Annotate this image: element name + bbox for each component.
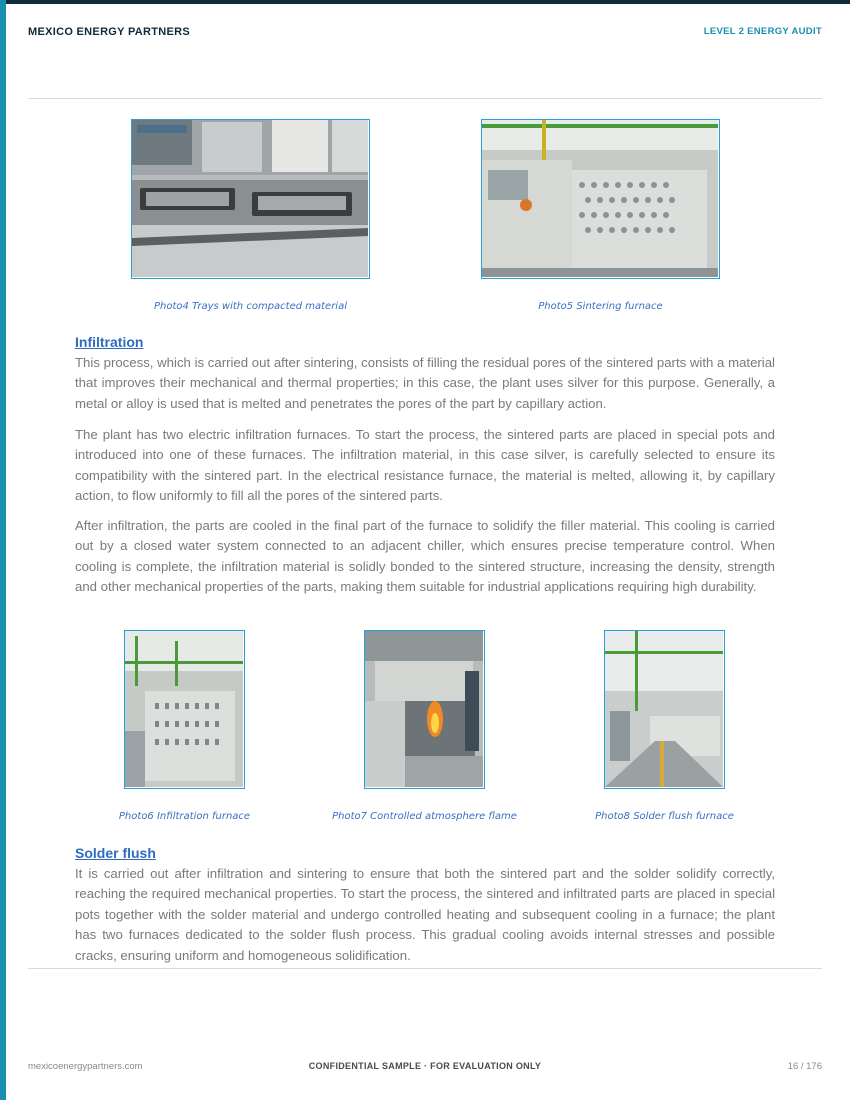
solder-flush-paragraph-1: It is carried out after infiltration and sintering to ensure that both the sintered part and the solder solidify correctly, reaching the required mechanical properties. To start the process, the sintered and infiltrated parts are placed in special pots together with the solder material and undergo controlled heating and subsequent cooling in a furnace; the plant has two furnaces dedicated to the solder flush process. This gradual cooling avoids internal stresses and possible cracks, ensuring uniform and homogeneous solidification. (75, 866, 775, 963)
photo-controlled-atmosphere-flame (364, 630, 485, 789)
header-report-title: LEVEL 2 ENERGY AUDIT (703, 26, 822, 37)
footer-confidential-notice: CONFIDENTIAL SAMPLE · FOR EVALUATION ONLY (308, 1061, 542, 1071)
footer-website: mexicoenergypartners.com (28, 1061, 143, 1072)
caption-photo8: Photo8 Solder flush furnace (595, 811, 734, 822)
header-company: MEXICO ENERGY PARTNERS (28, 26, 191, 38)
top-accent-bar (0, 0, 850, 4)
caption-photo6: Photo6 Infiltration furnace (118, 811, 251, 822)
photo-solder-flush-furnace (604, 630, 725, 789)
infiltration-heading: Infiltration (75, 334, 144, 350)
photo-trays-compacted-material (131, 119, 370, 279)
header-divider (28, 98, 822, 99)
photo-sintering-furnace (481, 119, 720, 279)
footer-page-number: 16 / 176 (787, 1061, 822, 1072)
footer-divider (28, 968, 822, 969)
caption-photo5: Photo5 Sintering furnace (538, 301, 663, 312)
infiltration-paragraph-3: After infiltration, the parts are cooled in the final part of the furnace to solidify the filler material. This cooling is carried out by a closed water system connected to an adjacent chiller, which ensures precise temperature control. When cooling is complete, the infiltration material is solidly bonded to the sintered structure, increasing the density, strength and other mechanical properties of the parts, making them suitable for industrial applications requiring high durability. (75, 518, 775, 595)
caption-photo4: Photo4 Trays with compacted material (153, 301, 347, 312)
infiltration-paragraph-1: This process, which is carried out after sintering, consists of filling the residual pores of the sintered parts with a material that improves their mechanical and thermal properties; in this case, the plant uses silver for this purpose. Generally, a metal or alloy is used that is melted and penetrates the pores of the part by capillary action. (75, 355, 775, 411)
photo-infiltration-furnace (124, 630, 245, 789)
caption-photo7: Photo7 Controlled atmosphere flame (332, 811, 517, 822)
left-accent-bar (0, 0, 6, 1100)
solder-flush-heading: Solder flush (75, 845, 156, 861)
infiltration-paragraph-2: The plant has two electric infiltration furnaces. To start the process, the sintered parts are placed in special pots and introduced into one of these furnaces. The infiltration material, in this case silver, is carefully selected to ensure its compatibility with the sintered part. In the electrical resistance furnace, the material is melted, allowing it, by capillary action, to flow uniformly to fill all the pores of the sintered parts. (75, 427, 775, 504)
